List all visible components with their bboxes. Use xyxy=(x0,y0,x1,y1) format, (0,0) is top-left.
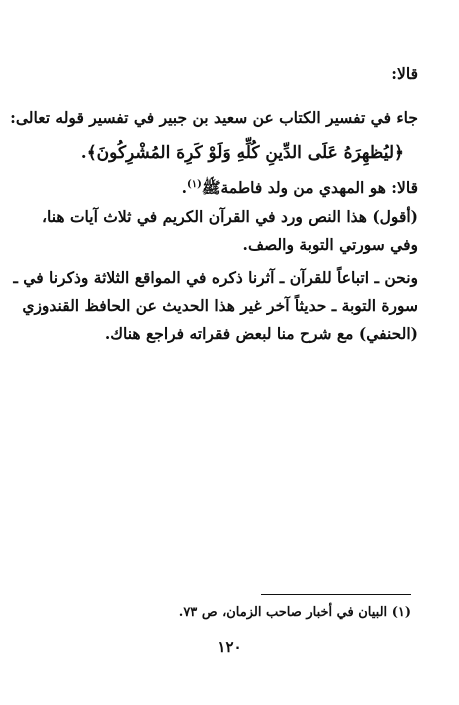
text-line-6: ونحن ـ اتباعاً للقرآن ـ آثرنا ذكره في المواقع الثلاثة وذكرنا في ـ xyxy=(13,268,418,287)
footnote-divider xyxy=(261,594,411,595)
page-number: ١٢٠ xyxy=(217,638,242,656)
text-line-8: (الحنفي) مع شرح منا لبعض فقراته فراجع هناك. xyxy=(104,324,418,343)
text-line-4: (أقول) هذا النص ورد في القرآن الكريم في ثلاث آيات هنا، xyxy=(41,207,418,226)
text-line-7: سورة التوبة ـ حديثاً آخر غير هذا الحديث عن الحافظ القندوزي xyxy=(22,296,418,315)
text-line-1: جاء في تفسير الكتاب عن سعيد بن جبير في تفسير قوله تعالى: xyxy=(10,108,418,127)
text-line-5: وفي سورتي التوبة والصف. xyxy=(242,235,418,254)
footnote-text: (١) البيان في أخبار صاحب الزمان، ص ٧٣. xyxy=(178,605,411,620)
speaker-heading: قالا: xyxy=(391,64,418,83)
text-line-3-end: . xyxy=(181,178,187,198)
quran-verse: ﴿ليُظهِرَهُ عَلَى الدِّينِ كُلِّهِ وَلَوْ كَرِهَ المُشْرِكُونَ﴾. xyxy=(80,143,404,163)
text-line-3-main: قالا: هو المهدي من ولد فاطمةﷺ xyxy=(201,178,418,198)
text-line-3 xyxy=(182,175,418,198)
footnote-marker: (١) xyxy=(186,179,202,190)
